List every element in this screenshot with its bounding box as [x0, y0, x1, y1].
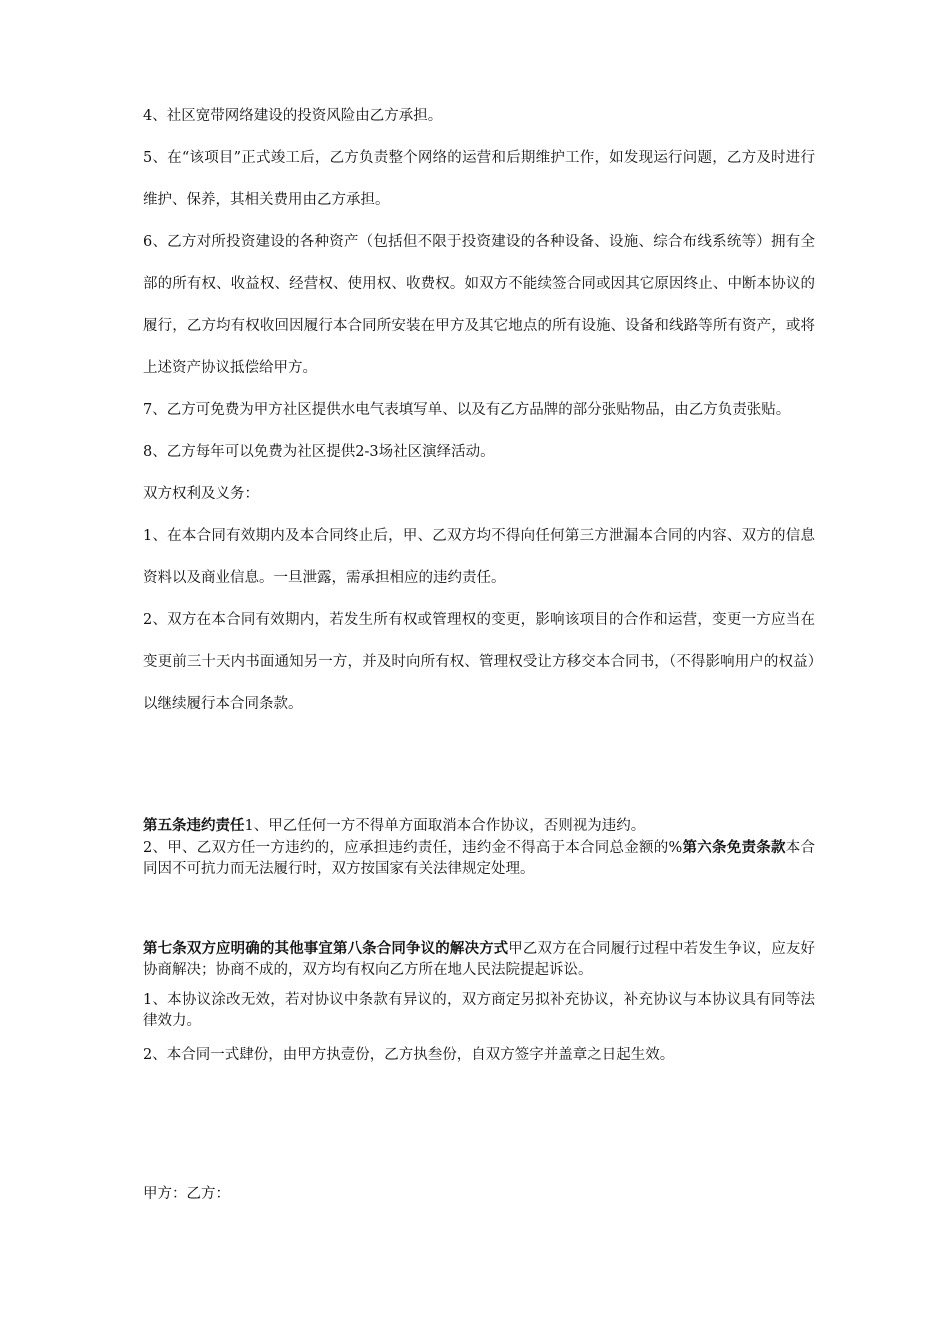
- clause-item-4: 4、社区宽带网络建设的投资风险由乙方承担。: [143, 108, 443, 124]
- rights-item-2: 2、双方在本合同有效期内，若发生所有权或管理权的变更，影响该项目的合作和运营，变更一方应当在变更前三十天内书面通知另一方，并及时向所有权、管理权受让方移交本合同书，（不得影响用户的权益）以继续履行本合同条款。: [143, 612, 815, 712]
- clause-item-6: 6、乙方对所投资建设的各种资产（包括但不限于投资建设的各种设备、设施、综合布线系统等）拥有全部的所有权、收益权、经营权、使用权、收费权。如双方不能续签合同或因其它原因终止、中断本协议的履行，乙方均有权收回因履行本合同所安装在甲方及其它地点的所有设施、设备和线路等所有资产，或将上述资产协议抵偿给甲方。: [143, 234, 815, 376]
- final-item-1: 1、本协议涂改无效，若对协议中条款有异议的，双方商定另拟补充协议，补充协议与本协议具有同等法律效力。: [143, 992, 815, 1029]
- article-5-text-1: 1、甲乙任何一方不得单方面取消本合作协议，否则视为违约。: [244, 818, 646, 834]
- rights-item-1: 1、在本合同有效期内及本合同终止后，甲、乙双方均不得向任何第三方泄漏本合同的内容、双方的信息资料以及商业信息。一旦泄露，需承担相应的违约责任。: [143, 528, 815, 586]
- article-5-line-2: [143, 837, 815, 880]
- signature-line: 甲方：乙方：: [143, 1186, 230, 1202]
- article-8-paragraph: [143, 938, 815, 981]
- final-item-2: 2、本合同一式肆份，由甲方执壹份，乙方执叁份，自双方签字并盖章之日起生效。: [143, 1047, 675, 1063]
- clause-item-7: 7、乙方可免费为甲方社区提供水电气表填写单、以及有乙方品牌的部分张贴物品，由乙方负责张贴。: [143, 402, 791, 418]
- article-7-section: [143, 938, 815, 1066]
- clauses-section: [143, 95, 815, 725]
- article-5-title: 第五条违约责任: [143, 817, 245, 834]
- article-6-text: 本合同因不可抗力而无法履行时，双方按国家有关法律规定处理。: [143, 840, 816, 877]
- clause-item-8: 8、乙方每年可以免费为社区提供2-3场社区演绎活动。: [143, 444, 495, 460]
- article-5-section: [143, 815, 815, 880]
- article-5-text-2: 2、甲、乙双方任一方违约的，应承担违约责任，违约金不得高于本合同总金额的%: [143, 840, 683, 856]
- clause-item-5: 5、在“该项目”正式竣工后，乙方负责整个网络的运营和后期维护工作，如发现运行问题，乙方及时进行维护、保养，其相关费用由乙方承担。: [143, 150, 815, 208]
- article-8-text: 甲乙双方在合同履行过程中若发生争议，应友好协商解决；协商不成的，双方均有权向乙方所在地人民法院提起诉讼。: [143, 941, 816, 978]
- article-5-line-1: [143, 815, 815, 837]
- article-6-title: 第六条免责条款: [682, 839, 786, 856]
- rights-heading: 双方权利及义务：: [143, 486, 259, 502]
- article-7-title: 第七条双方应明确的其他事宜: [143, 940, 333, 957]
- article-8-title: 第八条合同争议的解决方式: [332, 940, 509, 957]
